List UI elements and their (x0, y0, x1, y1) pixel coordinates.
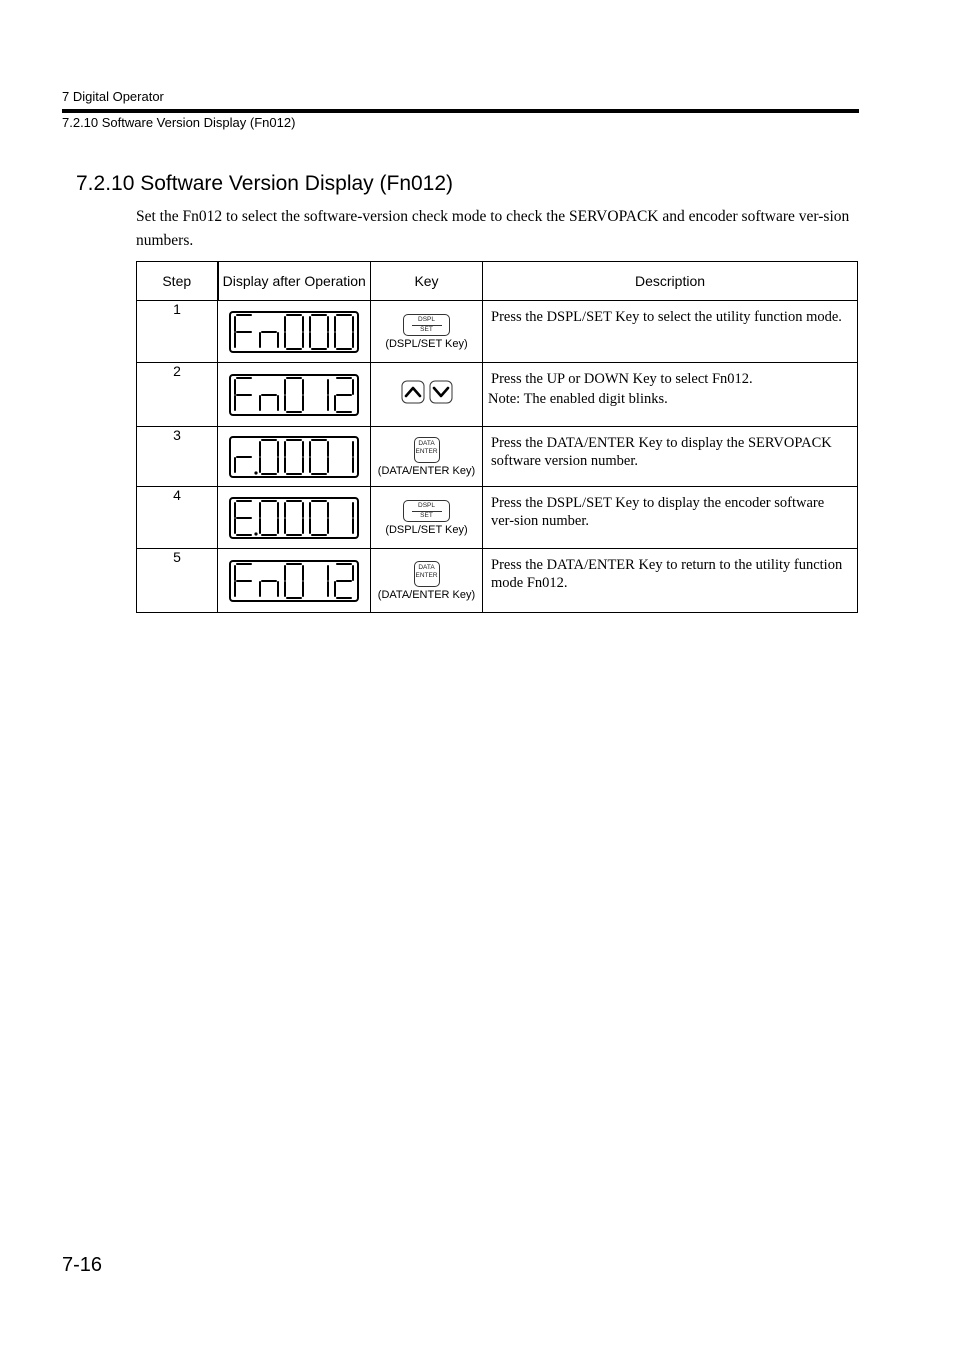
display-digit (310, 501, 328, 535)
description-cell (483, 301, 858, 363)
key-label-bottom: SET (420, 325, 433, 333)
display-digit (260, 440, 278, 474)
step-number: 1 (137, 301, 218, 363)
description-text: Press the DATA/ENTER Key to return to the utility function mode Fn012. (491, 557, 843, 591)
decimal-point (254, 532, 257, 535)
display-cell (218, 487, 371, 549)
display-cell (218, 549, 371, 613)
header-key: Key (371, 262, 483, 301)
description-note: Note: The enabled digit blinks. (488, 391, 668, 407)
seven-segment-display (229, 497, 359, 539)
dspl-set-key[interactable] (403, 500, 450, 522)
display-digit (285, 315, 303, 349)
description-cell (483, 487, 858, 549)
description-text: Press the DSPL/SET Key to display the encoder software ver-sion number. (491, 495, 825, 529)
display-digit (335, 378, 353, 412)
key-cell (371, 427, 483, 487)
display-digit (235, 501, 258, 536)
step-number: 2 (137, 363, 218, 427)
display-digit (260, 378, 278, 412)
key-label-bottom: ENTER (415, 447, 438, 455)
display-digit (260, 501, 278, 535)
table-row (137, 301, 858, 363)
step-number: 3 (137, 427, 218, 487)
header-step: Step (137, 262, 218, 301)
display-digit (310, 378, 328, 412)
key-caption: (DSPL/SET Key) (385, 523, 468, 536)
display-digit (335, 315, 353, 349)
description-text: Press the DSPL/SET Key to select the utility function mode. (491, 309, 842, 325)
key-label-top: DSPL (418, 501, 435, 509)
display-digit (260, 564, 278, 598)
display-digit (235, 564, 253, 598)
description-text: Press the UP or DOWN Key to select Fn012. (491, 371, 753, 387)
key-label-top: DATA (418, 563, 435, 571)
key-cell (371, 487, 483, 549)
display-digit (285, 501, 303, 535)
up-key-icon[interactable] (401, 380, 425, 404)
display-digit (335, 440, 353, 474)
display-digit (335, 564, 353, 598)
key-label-top: DATA (418, 439, 435, 447)
seven-segment-display (229, 436, 359, 478)
display-cell (218, 363, 371, 427)
key-cell (371, 549, 483, 613)
table-header-row (137, 262, 858, 301)
decimal-point (254, 471, 257, 474)
display-digit (335, 501, 353, 535)
key-caption: (DATA/ENTER Key) (377, 464, 476, 477)
data-enter-key[interactable] (414, 561, 440, 587)
section-title: 7.2.10 Software Version Display (Fn012) (76, 172, 454, 195)
down-key-icon[interactable] (429, 380, 453, 404)
table-row (137, 487, 858, 549)
step-number: 5 (137, 549, 218, 613)
key-label-top: DSPL (418, 315, 435, 323)
display-digit (235, 440, 258, 475)
display-digit (260, 315, 278, 349)
key-label-bottom: SET (420, 511, 433, 519)
header-chapter: 7 Digital Operator (62, 89, 164, 104)
display-digit (285, 378, 303, 412)
seven-segment-display (229, 374, 359, 416)
key-caption: (DATA/ENTER Key) (377, 588, 476, 601)
display-digit (285, 440, 303, 474)
dspl-set-key[interactable] (403, 314, 450, 336)
display-digit (310, 440, 328, 474)
description-text: Press the DATA/ENTER Key to display the SERVOPACK software version number. (491, 435, 832, 469)
key-cell (371, 363, 483, 427)
display-digit (235, 378, 253, 412)
display-digit (235, 315, 253, 349)
step-number: 4 (137, 487, 218, 549)
seven-segment-display (229, 311, 359, 353)
running-header (62, 88, 859, 132)
seven-segment-display (229, 560, 359, 602)
header-display: Display after Operation (218, 262, 371, 301)
intro-paragraph: Set the Fn012 to select the software-version check mode to check the SERVOPACK and encoder software ver-sion numbers. (136, 208, 850, 249)
data-enter-key[interactable] (414, 437, 440, 463)
key-label-bottom: ENTER (415, 571, 438, 579)
description-cell (483, 427, 858, 487)
header-description: Description (483, 262, 858, 301)
key-cell (371, 301, 483, 363)
page-number: 7-16 (62, 1254, 103, 1276)
display-digit (310, 315, 328, 349)
header-rule (62, 109, 859, 113)
display-cell (218, 301, 371, 363)
description-cell (483, 549, 858, 613)
table-row (137, 549, 858, 613)
table-row (137, 427, 858, 487)
up-down-keys[interactable] (401, 380, 453, 404)
display-digit (285, 564, 303, 598)
description-cell (483, 363, 858, 427)
display-digit (310, 564, 328, 598)
key-caption: (DSPL/SET Key) (385, 337, 468, 350)
header-section: 7.2.10 Software Version Display (Fn012) (62, 115, 296, 130)
display-cell (218, 427, 371, 487)
operation-table (136, 261, 858, 613)
table-row (137, 363, 858, 427)
